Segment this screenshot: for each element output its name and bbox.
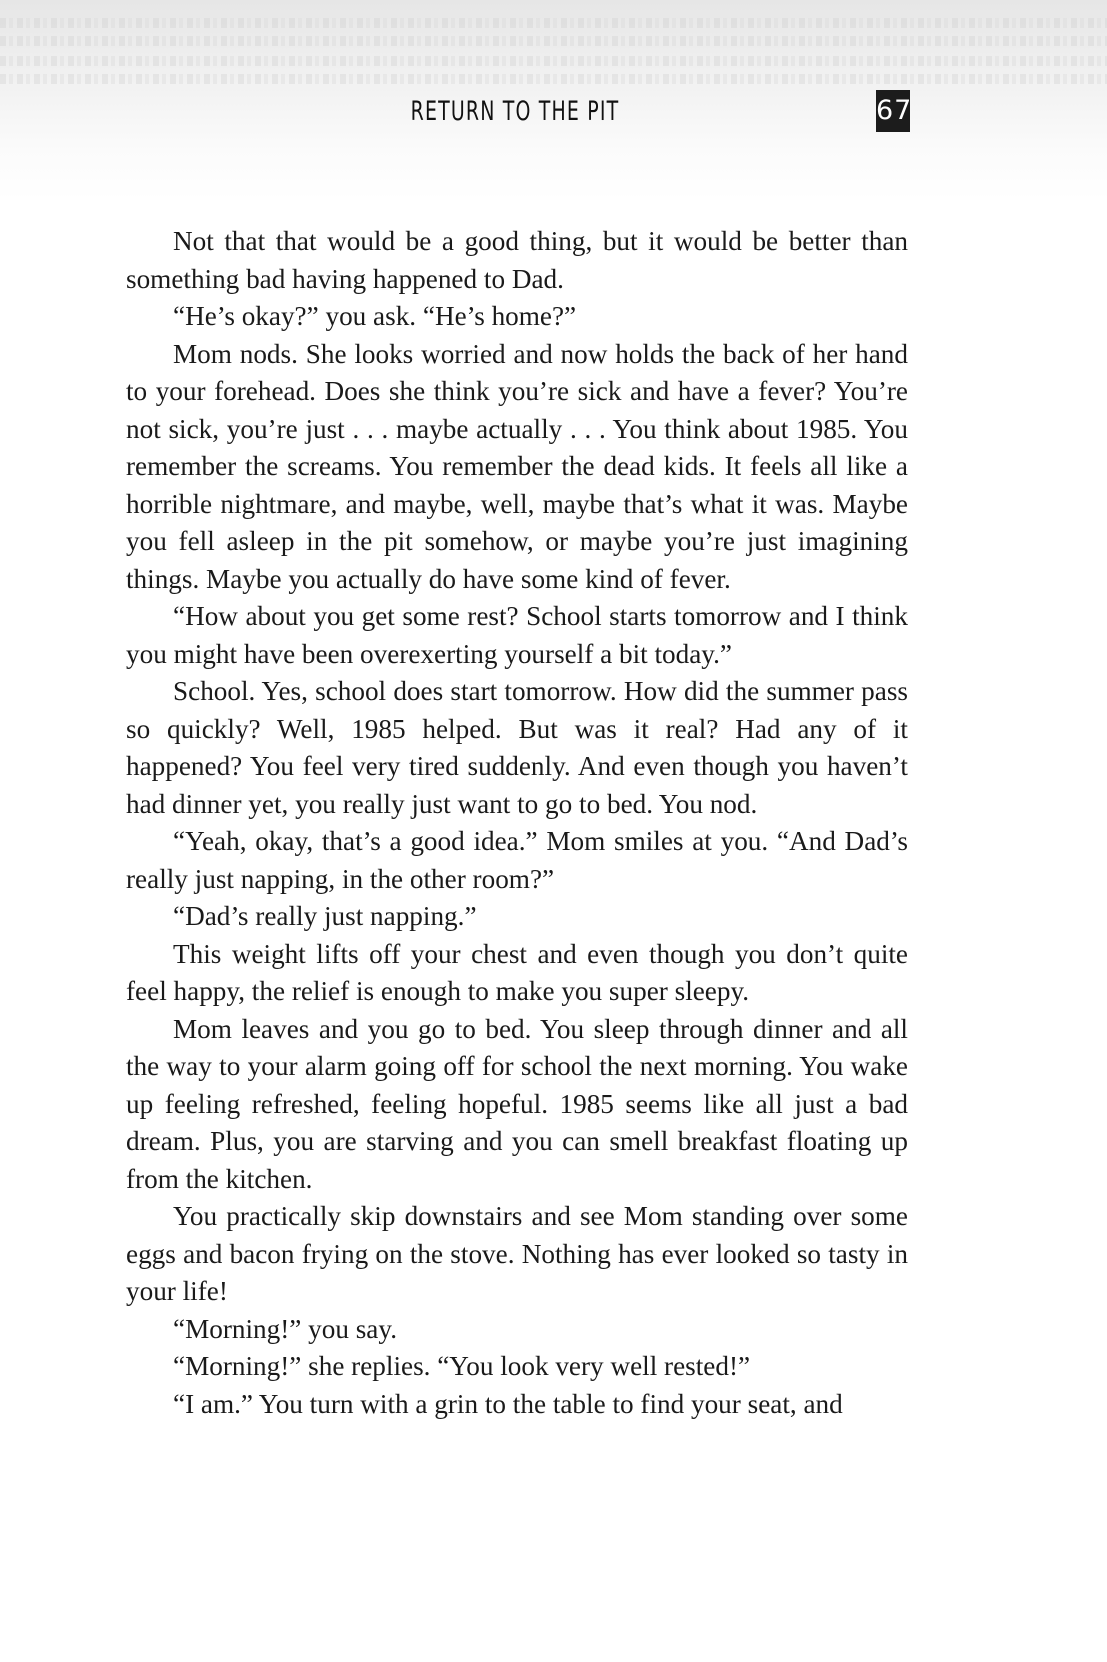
paragraph: “How about you get some rest? School starts tomorrow and I think you might have been overexerting yourself a bit today.” [126,601,908,669]
header-texture-row [0,36,1107,46]
paragraph: You practically skip downstairs and see Mom standing over some eggs and bacon frying on the stove. Nothing has ever looked so tasty in your life! [126,1201,908,1306]
paragraph: This weight lifts off your chest and even though you don’t quite feel happy, the relief is enough to make you super sleepy. [126,938,908,1006]
header-texture-row [0,18,1107,28]
paragraph: “Yeah, okay, that’s a good idea.” Mom smiles at you. “And Dad’s really just napping, in the other room?” [126,826,908,894]
header-texture [0,0,1107,110]
paragraph: Mom nods. She looks worried and now holds the back of her hand to your forehead. Does she think you’re sick and have a fever? You’re not sick, you’re just . . . maybe actually . . . You think about 1985. You remember the screams. You remember the dead kids. It feels all like a horrible nightmare, and maybe, well, maybe that’s what it was. Maybe you fell asleep in the pit somehow, or maybe you’re just imagining things. Maybe you actually do have some kind of fever. [126,338,908,594]
paragraph: “Morning!” you say. [173,1313,397,1344]
paragraph: “I am.” You turn with a grin to the table to find your seat, and [173,1388,843,1419]
running-head: RETURN TO THE PIT [410,96,620,127]
paragraph: “Morning!” she replies. “You look very well rested!” [173,1351,751,1381]
paragraph: School. Yes, school does start tomorrow. How did the summer pass so quickly? Well, 1985 helped. But was it real? Had any of it happened? You feel very tired suddenly. And even though you haven’t had dinner yet, you really just want to go to bed. You nod. [126,676,908,819]
paragraph: Mom leaves and you go to bed. You sleep through dinner and all the way to your alarm going off for school the next morning. You wake up feeling refreshed, feeling hopeful. 1985 seems like all just a bad dream. Plus, you are starving and you can smell breakfast floating up from the kitchen. [126,1013,908,1194]
paragraph: “Dad’s really just napping.” [173,901,477,931]
paragraph: “He’s okay?” you ask. “He’s home?” [173,301,577,331]
header-texture-row [0,56,1107,66]
body-text [126,223,908,1423]
page-number: 67 [876,90,910,132]
paragraph: Not that that would be a good thing, but it would be better than something bad having happened to Dad. [126,226,908,294]
header-texture-row [0,74,1107,84]
